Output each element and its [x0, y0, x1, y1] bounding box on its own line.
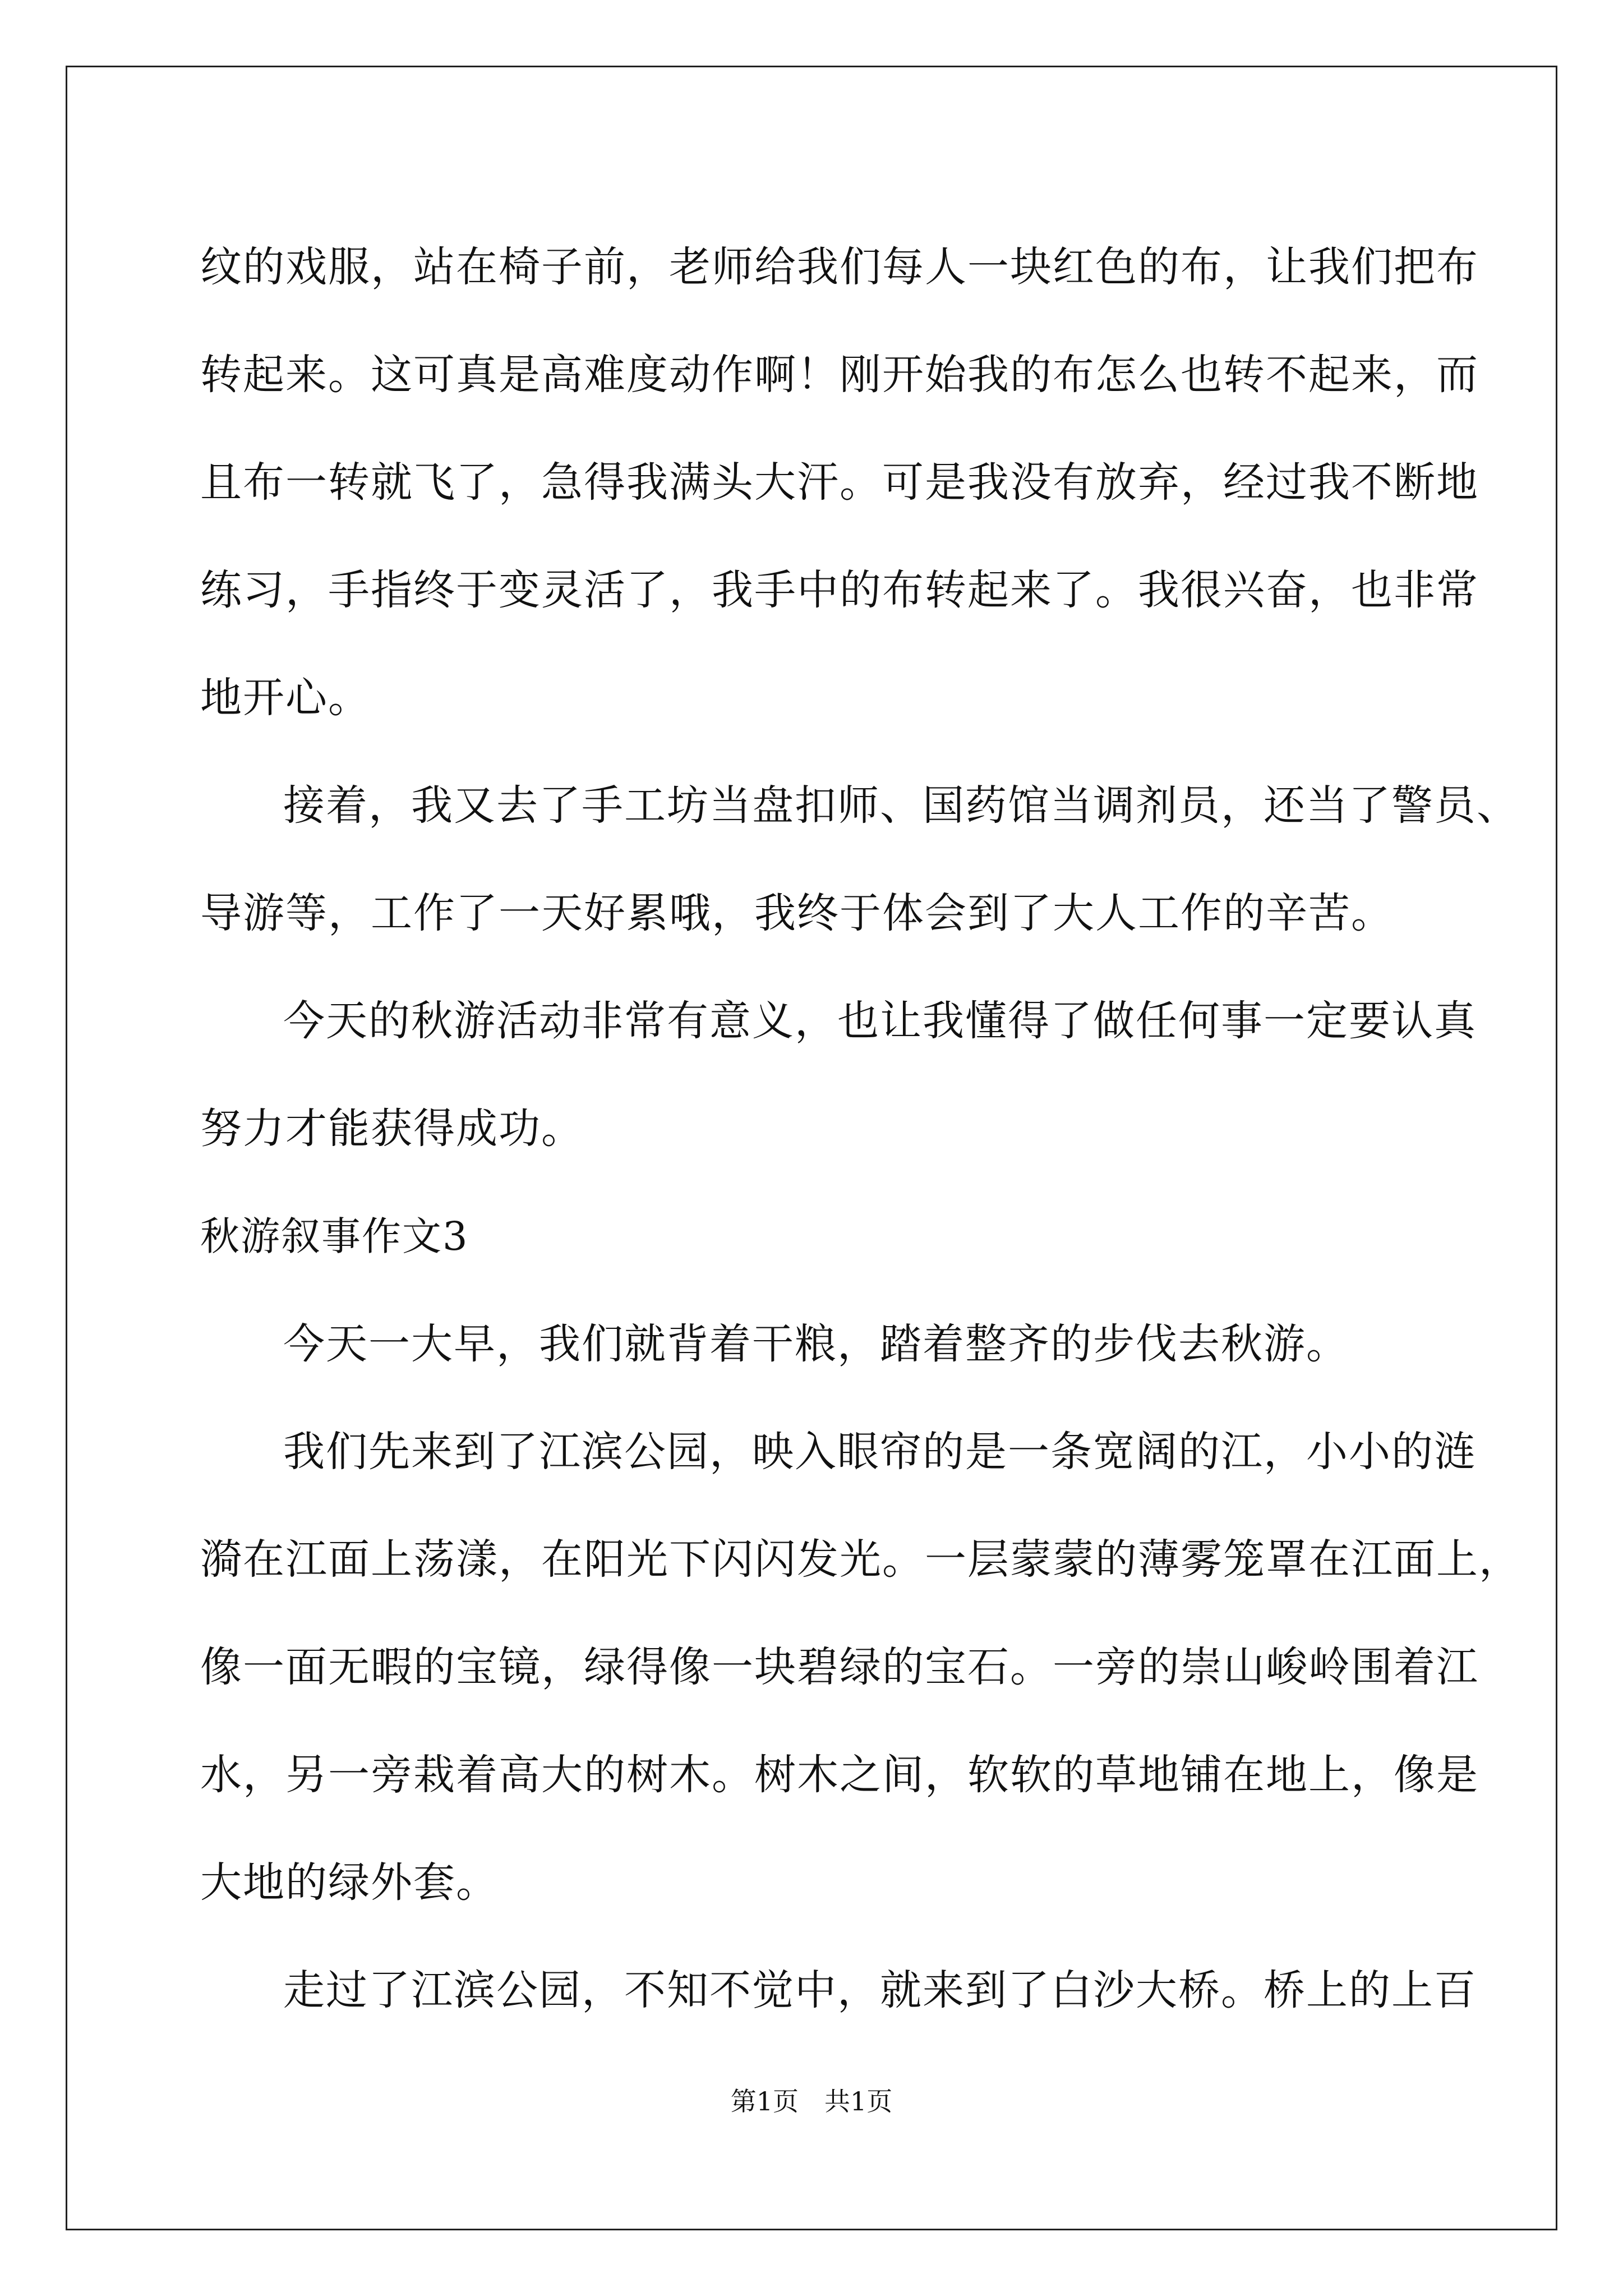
- text-line: 地开心。: [200, 674, 371, 722]
- paragraph-first-line: 接着，我又去了手工坊当盘扣师、国药馆当调剂员，还当了警员、: [283, 781, 1519, 830]
- document-body: [200, 213, 1521, 2044]
- text-line: 导游等，工作了一天好累哦，我终于体会到了大人工作的辛苦。: [200, 889, 1394, 937]
- page-number-footer: 第1页 共1页: [730, 2086, 893, 2116]
- text-line: 转起来。这可真是高难度动作啊！刚开始我的布怎么也转不起来，而: [200, 351, 1479, 399]
- text-line: 且布一转就飞了，急得我满头大汗。可是我没有放弃，经过我不断地: [200, 458, 1479, 507]
- text-line: 水，另一旁栽着高大的树木。树木之间，软软的草地铺在地上，像是: [200, 1751, 1479, 1799]
- paragraph-first-line: 走过了江滨公园，不知不觉中，就来到了白沙大桥。桥上的上百: [283, 1966, 1477, 2014]
- text-line: 像一面无暇的宝镜，绿得像一块碧绿的宝石。一旁的崇山峻岭围着江: [200, 1643, 1479, 1691]
- text-line: 大地的绿外套。: [200, 1858, 499, 1907]
- text-line: 纹的戏服，站在椅子前，老师给我们每人一块红色的布，让我们把布: [200, 243, 1479, 291]
- paragraph-first-line: 今天一大早，我们就背着干粮，踏着整齐的步伐去秋游。: [283, 1320, 1349, 1368]
- text-line: 漪在江面上荡漾，在阳光下闪闪发光。一层蒙蒙的薄雾笼罩在江面上，: [200, 1535, 1521, 1584]
- paragraph-first-line: 今天的秋游活动非常有意义，也让我懂得了做任何事一定要认真: [283, 997, 1477, 1045]
- paragraph-first-line: 我们先来到了江滨公园，映入眼帘的是一条宽阔的江，小小的涟: [283, 1428, 1477, 1476]
- text-line: 努力才能获得成功。: [200, 1105, 584, 1153]
- section-heading: 秋游叙事作文3: [200, 1213, 469, 1259]
- text-line: 练习，手指终于变灵活了，我手中的布转起来了。我很兴奋，也非常: [200, 566, 1479, 614]
